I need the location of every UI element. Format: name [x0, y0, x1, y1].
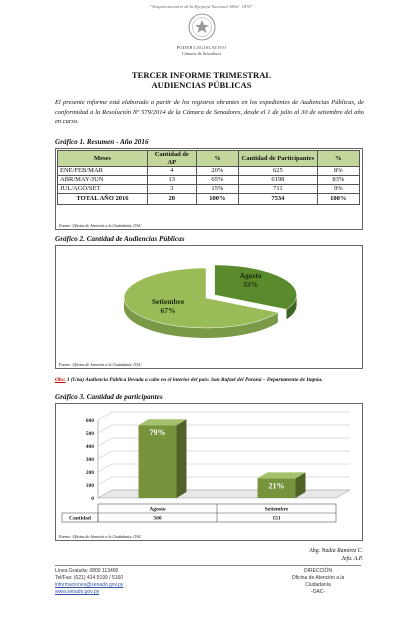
y-tick-label: 100: [85, 483, 94, 489]
y-tick-label: 0: [91, 496, 94, 502]
y-tick-label: 600: [85, 418, 94, 424]
table-header: Meses: [58, 151, 148, 167]
chart2-title: Gráfico 2. Cantidad de Audiencias Públicas: [55, 235, 185, 243]
table-cell: 8%: [317, 167, 359, 176]
footer-office-line: DIRECCIÓN: [303, 568, 333, 574]
report-subtitle: AUDIENCIAS PÚBLICAS: [151, 80, 252, 90]
x-tick-label: Agosto: [149, 506, 166, 513]
table-total-row: [58, 194, 360, 205]
table-header-row: [58, 151, 360, 167]
y-tick-label: 500: [85, 431, 94, 437]
grid-line: [98, 477, 112, 485]
table-cell: TOTAL AÑO 2016: [58, 194, 148, 205]
pie-label: Setiembre: [151, 297, 185, 306]
pie-label: 33%: [243, 280, 259, 289]
table1-source: Fuente: Oficina de Atención a la Ciudadanía, OAC: [59, 223, 142, 228]
footer-divider: [55, 565, 361, 566]
chart3-source: Fuente: Oficina de Atención a la Ciudadanía, OAC: [59, 534, 142, 539]
table-header: %: [317, 151, 359, 167]
table-cell: JUL/AGO/SET: [58, 185, 148, 194]
table-cell: 100%: [317, 194, 359, 205]
table-header: Cantidad de AP: [147, 151, 196, 167]
footer-phone: Tel/Fax: (021) 414 5199 / 5160: [55, 575, 124, 581]
grid-line: [98, 438, 112, 446]
table-cell: 711: [239, 185, 317, 194]
senate-seal-icon: [187, 12, 217, 42]
bar-chart: [56, 404, 362, 530]
data-label: 79%: [149, 428, 166, 438]
table-cell: 6198: [239, 176, 317, 185]
table-value: 560: [153, 515, 162, 522]
table-cell: 7534: [239, 194, 317, 205]
table-header: Cantidad de Participantes: [239, 151, 317, 167]
footer-phone-free: Línea Gratuita: 0800 113400: [55, 568, 119, 574]
grid-line: [98, 412, 112, 420]
summary-table: [57, 150, 360, 205]
signature-name: Abg. Nadia Ramírez C.: [309, 548, 363, 554]
institution-name: PODER LEGISLATIVO: [176, 45, 227, 50]
obs-label: Obs:: [55, 377, 66, 383]
table-cell: 83%: [317, 176, 359, 185]
grid-line: [98, 451, 112, 459]
chart3-frame: [55, 403, 363, 541]
y-tick-label: 200: [85, 470, 94, 476]
pie-label: 67%: [160, 306, 176, 315]
grid-line: [98, 425, 112, 433]
table-cell: 9%: [317, 185, 359, 194]
table-cell: 100%: [196, 194, 238, 205]
data-label: 21%: [268, 481, 285, 491]
y-tick-label: 400: [85, 444, 94, 450]
signature-role: Jefa. A.P.: [341, 555, 363, 562]
table-row: [58, 185, 360, 194]
table-cell: ENE/FEB/MAR: [58, 167, 148, 176]
table-value: 151: [272, 515, 281, 522]
table-cell: 20: [147, 194, 196, 205]
footer-email-link[interactable]: informaciones@senado.gov.py: [55, 582, 124, 588]
table-cell: 20%: [196, 167, 238, 176]
bar-side: [177, 419, 187, 498]
pie-label: Agosto: [239, 271, 262, 280]
chart2-frame: [55, 245, 363, 369]
table-cell: 4: [147, 167, 196, 176]
footer-office-line: Ciudadanía: [305, 582, 331, 588]
table-cell: 65%: [196, 176, 238, 185]
table-cell: 15%: [196, 185, 238, 194]
chart3-title: Gráfico 3. Cantidad de participantes: [55, 393, 163, 401]
table1-frame: [55, 148, 363, 230]
observation-note: [55, 377, 375, 383]
table-cell: 625: [239, 167, 317, 176]
table-cell: ABR/MAY/JUN: [58, 176, 148, 185]
footer-office-line: -OAC-: [310, 589, 326, 595]
obs-text: 1 (Una) Audiencia Pública llevada a cabo en el interior del país: San Rafael del Paraná – Departamento de Itapúa.: [65, 377, 323, 383]
table-row: [58, 167, 360, 176]
header-motto: "Sesquicentenario de la Epopeya Nacional 1864 - 1870": [150, 4, 253, 9]
report-title: TERCER INFORME TRIMESTRAL: [131, 70, 272, 80]
pie-chart: [56, 246, 362, 358]
table-header: %: [196, 151, 238, 167]
footer-web-link[interactable]: www.senado.gov.py: [55, 589, 100, 595]
footer-office-line: Oficina de Atención a la: [291, 575, 345, 581]
grid-line: [98, 464, 112, 472]
x-tick-label: Setiembre: [264, 506, 289, 513]
table1-title: Gráfico 1. Resumen - Año 2016: [55, 138, 149, 146]
chamber-name: Cámara de Senadores: [181, 51, 222, 56]
chart-floor: [98, 490, 350, 498]
chart2-source: Fuente: Oficina de Atención a la Ciudadanía, OAC: [59, 362, 142, 367]
table-cell: 3: [147, 185, 196, 194]
table-row: [58, 176, 360, 185]
table-cell: 13: [147, 176, 196, 185]
y-tick-label: 300: [85, 457, 94, 463]
signature-block: [223, 548, 363, 563]
table-row-label: Cantidad: [68, 515, 92, 522]
footer-office: [273, 568, 363, 596]
footer-contact: [55, 568, 123, 596]
intro-paragraph: El presente informe está elaborado a partir de los registros obrantes en los expedientes de Audiencias Públicas, de conformidad a la Resolución Nº 579/2014 de la Cámara de Senadores, desde el 1 de julio al 30 de setiembre del año en curso.: [55, 99, 364, 125]
